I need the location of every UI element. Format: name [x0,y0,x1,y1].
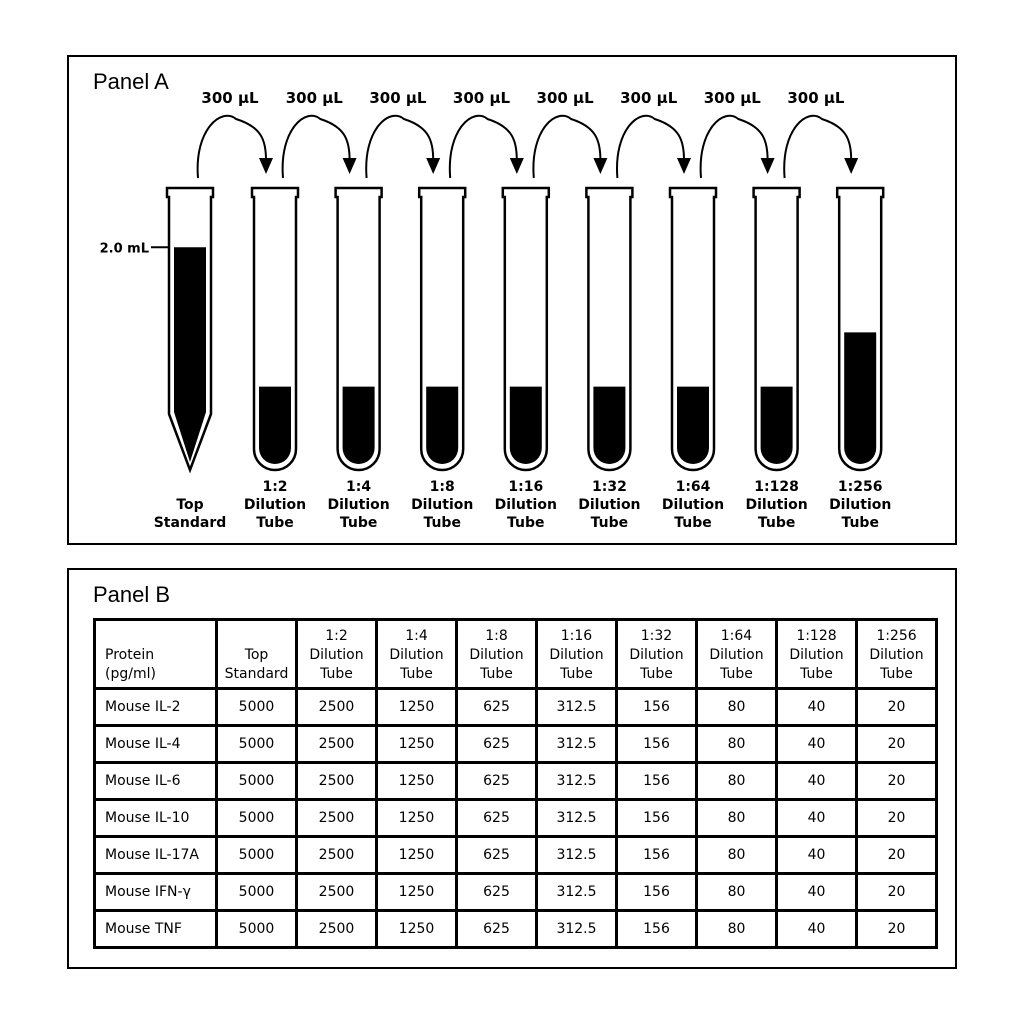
panel-b-title: Panel B [93,582,171,607]
protein-name-cell: Mouse IL-17A [95,837,217,874]
dilution-tube-ratio: 1:128 [754,479,799,495]
concentration-cell: 2500 [297,689,377,726]
transfer-arrow [283,116,350,178]
concentration-cell: 156 [617,763,697,800]
header-protein [95,620,217,689]
dilution-tube-ratio: 1:32 [591,479,627,495]
dilution-tube-label: Tube [590,515,629,531]
header-line: Tube [640,666,673,682]
transfer-volume-label: 300 µL [620,89,678,107]
header-line: Top [244,647,269,663]
transfer-arrow [617,116,684,178]
protein-name-cell: Mouse IL-4 [95,726,217,763]
transfer-volume-label: 300 µL [201,89,259,107]
protein-name-cell: Mouse TNF [95,911,217,948]
dilution-tube-liquid [510,387,542,464]
dilution-tube-label: Dilution [829,497,892,513]
concentration-cell: 20 [857,726,937,763]
dilution-tube-liquid [426,387,458,464]
header-line [105,627,215,646]
dilution-tube-label: Tube [423,515,461,531]
header-line: Dilution [549,647,604,663]
concentration-cell: 2500 [297,763,377,800]
concentration-cell: 312.5 [537,837,617,874]
header-line: Dilution [709,647,764,663]
concentration-cell: 1250 [377,763,457,800]
header-line: 1:256 [876,628,917,644]
arrow-head [259,158,273,174]
protein-name-cell: Mouse IL-10 [95,800,217,837]
concentration-cell: 80 [697,689,777,726]
concentration-cell: 5000 [217,726,297,763]
transfer-arrow [450,116,517,178]
concentration-cell: 80 [697,874,777,911]
concentration-cell: 312.5 [537,726,617,763]
header-line: 1:64 [720,628,753,644]
header-line: Tube [800,666,833,682]
panel-a [67,55,957,545]
concentration-cell: 5000 [217,763,297,800]
header-line: 1:16 [560,628,593,644]
concentration-cell: 2500 [297,874,377,911]
header-line: 1:128 [796,628,837,644]
header-line: Dilution [309,647,364,663]
concentration-cell: 40 [777,837,857,874]
header-dilution [377,620,457,689]
dilution-tube-label: Dilution [661,497,725,513]
concentration-cell: 40 [777,911,857,948]
dilution-tube-label: Dilution [494,497,557,513]
header-dilution [857,620,937,689]
header-line: 1:8 [485,628,508,644]
header-line: Tube [480,666,513,682]
concentration-cell: 156 [617,726,697,763]
concentration-cell: 156 [617,837,697,874]
dilution-tube-ratio: 1:8 [429,479,455,495]
concentration-cell: 40 [777,800,857,837]
concentration-cell: 625 [457,837,537,874]
concentration-cell: 20 [857,911,937,948]
concentration-cell: 80 [697,800,777,837]
concentration-cell: 80 [697,911,777,948]
volume-marker-label: 2.0 mL [99,241,149,257]
header-line: Dilution [629,647,684,663]
concentration-cell: 20 [857,763,937,800]
header-line: Dilution [469,647,524,663]
dilution-tube-label: Dilution [578,497,641,513]
arrow-head [844,158,858,174]
header-line: Tube [320,666,353,682]
concentration-cell: 40 [777,874,857,911]
concentration-cell: 1250 [377,911,457,948]
concentration-cell: 625 [457,800,537,837]
concentration-cell: 312.5 [537,874,617,911]
dilution-tube-label: Tube [256,515,294,531]
header-dilution [777,620,857,689]
dilution-tube-label: Dilution [243,497,307,513]
transfer-volume-label: 300 µL [369,89,427,107]
dilution-tube-label: Dilution [411,497,474,513]
concentration-cell: 20 [857,800,937,837]
concentration-cell: 40 [777,763,857,800]
concentration-cell: 80 [697,726,777,763]
header-dilution [457,620,537,689]
concentration-cell: 625 [457,689,537,726]
transfer-volume-label: 300 µL [452,89,511,107]
transfer-arrow [701,116,768,178]
concentration-cell: 2500 [297,911,377,948]
header-line: Dilution [789,647,844,663]
concentration-cell: 1250 [377,837,457,874]
concentration-cell: 40 [777,726,857,763]
protein-name-cell: Mouse IFN-γ [95,874,217,911]
header-line: Standard [224,666,289,682]
table-row [95,800,937,837]
concentration-cell: 312.5 [537,763,617,800]
header-line: Tube [400,666,433,682]
concentration-cell: 156 [617,689,697,726]
top-standard-label: Top [176,497,204,513]
header-dilution [297,620,377,689]
dilution-tube-liquid [761,387,793,464]
transfer-volume-label: 300 µL [787,89,845,107]
header-dilution [537,620,617,689]
transfer-arrow [533,116,600,178]
dilution-tube-ratio: 1:256 [837,479,883,495]
concentration-cell: 80 [697,837,777,874]
concentration-cell: 40 [777,689,857,726]
concentration-cell: 5000 [217,874,297,911]
table-row [95,837,937,874]
concentration-cell: 312.5 [537,689,617,726]
concentration-cell: 625 [457,763,537,800]
concentration-cell: 20 [857,837,937,874]
dilution-tube-label: Tube [507,515,545,531]
header-line: (pg/ml) [105,666,156,682]
arrow-head [761,158,775,174]
dilution-tube-liquid [593,387,625,464]
arrow-head [343,158,357,174]
concentration-cell: 2500 [297,837,377,874]
arrow-head [677,158,691,174]
dilution-tube-ratio: 1:16 [508,479,544,495]
protein-name-cell: Mouse IL-2 [95,689,217,726]
header-line: 1:4 [405,628,428,644]
concentration-cell: 80 [697,763,777,800]
concentration-cell: 1250 [377,800,457,837]
header-line: Protein [105,647,155,663]
table-row [95,874,937,911]
arrow-head [510,158,524,174]
concentration-cell: 156 [617,874,697,911]
dilution-tube-ratio: 1:4 [346,479,372,495]
header-dilution [697,620,777,689]
concentration-cell: 20 [857,689,937,726]
dilution-tube-ratio: 1:2 [262,479,288,495]
dilution-tube-liquid [343,387,375,464]
transfer-arrow [198,116,266,178]
transfer-arrow [366,116,433,178]
protein-name-cell: Mouse IL-6 [95,763,217,800]
arrow-head [426,158,440,174]
panel-b [67,568,957,969]
panel-a-title: Panel A [93,69,169,94]
header-line: 1:32 [640,628,673,644]
concentration-cell: 625 [457,911,537,948]
concentration-cell: 312.5 [537,800,617,837]
transfer-volume-label: 300 µL [703,89,761,107]
concentration-cell: 625 [457,874,537,911]
dilution-tube-liquid [259,387,291,464]
dilution-tube-label: Tube [339,515,378,531]
transfer-volume-label: 300 µL [285,89,343,107]
concentration-cell: 20 [857,874,937,911]
header-line: Tube [880,666,913,682]
concentration-cell: 156 [617,911,697,948]
concentration-cell: 625 [457,726,537,763]
concentration-cell: 312.5 [537,911,617,948]
transfer-arrow [784,116,851,178]
concentration-cell: 5000 [217,837,297,874]
dilution-tube-liquid [844,332,876,464]
dilution-tube-label: Dilution [327,497,390,513]
header-dilution [617,620,697,689]
header-line [218,627,295,646]
table-row [95,763,937,800]
dilution-tube-label: Dilution [745,497,808,513]
concentration-cell: 1250 [377,726,457,763]
concentration-cell: 5000 [217,911,297,948]
transfer-volume-label: 300 µL [536,89,594,107]
header-line: Tube [560,666,593,682]
header-line: 1:2 [325,628,348,644]
table-row [95,689,937,726]
concentration-cell: 5000 [217,689,297,726]
header-line: Tube [720,666,753,682]
table-row [95,911,937,948]
dilution-tube-ratio: 1:64 [675,479,711,495]
arrow-head [593,158,607,174]
table-row [95,726,937,763]
concentration-cell: 156 [617,800,697,837]
standards-table [93,618,938,949]
concentration-cell: 2500 [297,800,377,837]
table-header-row [95,620,937,689]
concentration-cell: 1250 [377,689,457,726]
dilution-tube-label: Tube [757,515,796,531]
top-standard-label: Standard [153,515,227,531]
dilution-tube-label: Tube [674,515,712,531]
concentration-cell: 5000 [217,800,297,837]
dilution-diagram [69,57,955,543]
header-line: Dilution [389,647,444,663]
concentration-cell: 1250 [377,874,457,911]
dilution-tube-label: Tube [841,515,879,531]
concentration-cell: 2500 [297,726,377,763]
header-dilution [217,620,297,689]
header-line: Dilution [869,647,924,663]
dilution-tube-liquid [677,387,709,464]
